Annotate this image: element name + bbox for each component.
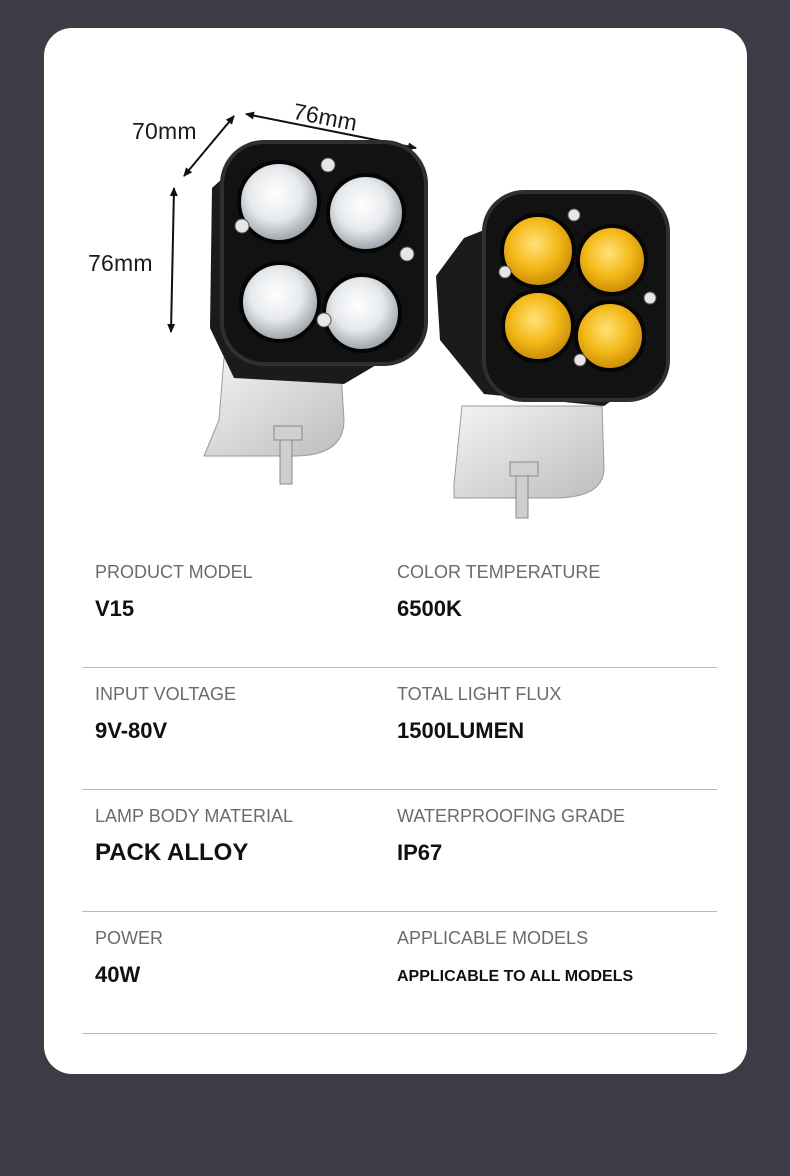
spec-value: 1500LUMEN [397,718,525,743]
spec-label: POWER [95,928,164,948]
spec-row [82,546,717,668]
product-illustration [44,28,747,548]
spec-value: V15 [95,596,135,621]
spec-value: 9V-80V [95,718,168,743]
spec-row [82,912,717,1034]
spec-label: APPLICABLE MODELS [397,928,589,948]
height-dimension-label: 76mm [88,250,153,276]
spec-value: 6500K [397,596,462,621]
depth-dimension-label: 70mm [132,118,197,144]
spec-value: IP67 [397,840,443,865]
spec-label: PRODUCT MODEL [95,562,253,582]
product-figure [44,28,747,548]
white-lamp [204,142,426,484]
height-dimension-arrow [171,188,174,332]
width-dimension-label: 76mm [291,98,360,136]
spec-label: COLOR TEMPERATURE [397,562,601,582]
spec-card [44,28,747,1074]
spec-label: LAMP BODY MATERIAL [95,806,294,826]
spec-value: PACK ALLOY [95,839,249,866]
spec-row [82,790,717,912]
spec-value: APPLICABLE TO ALL MODELS [397,968,634,985]
spec-label: TOTAL LIGHT FLUX [397,684,562,704]
yellow-lamp [436,192,668,518]
spec-row [82,668,717,790]
spec-table [82,546,717,1034]
spec-value: 40W [95,962,141,987]
spec-label: INPUT VOLTAGE [95,684,237,704]
spec-label: WATERPROOFING GRADE [397,806,626,826]
